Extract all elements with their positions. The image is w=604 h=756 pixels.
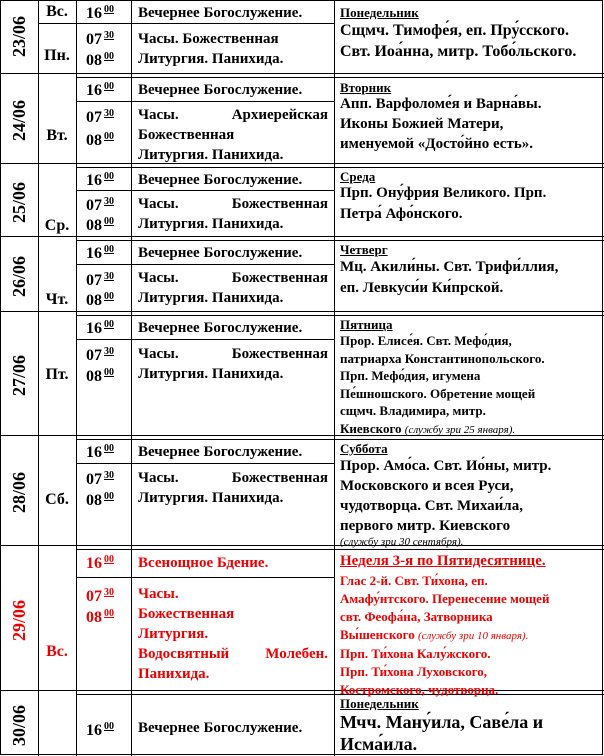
service-time: 07 $^{30}$ [86,196,114,214]
service-time: 16 $^{00}$ [86,171,114,189]
date-cell: 25/06 [8,181,29,223]
date-cell: 28/06 [8,471,29,514]
saints-list: Прп. Ону́фрия Великого. Прп. Петра́ Афо́нского. [340,185,547,222]
service-time: 07 $^{30}$ [86,346,114,364]
saints-list: Мчч. Ману́ила, Саве́ла и Исма́ила. [340,712,544,754]
weekday-abbr: Ср. [44,217,70,234]
service-time: 08 $^{00}$ [86,291,114,309]
service-time: 08 $^{00}$ [86,51,114,69]
service-name: Вечернее Богослужение. [138,245,303,261]
date-cell: 23/06 [8,15,29,58]
service-time: 08 $^{00}$ [86,491,114,509]
weekday-abbr: Пт. [45,366,69,383]
service-note: (службу зри 25 января). [404,423,516,436]
service-time: 16 $^{00}$ [86,4,114,22]
weekday-heading: Неделя 3-я по Пятидесятнице. [340,553,546,569]
saints-list: Сщмч. Тимофе́я, еп. Пру́сского. Свт. Иоа́нна, митр. Тобо́льского. [340,22,577,60]
service-time: 07 $^{30}$ [86,470,114,488]
service-name: Вечернее Богослужение. [138,172,303,188]
service-time: 07 $^{30}$ [86,271,114,289]
service-name: Всенощное Бдение. [138,555,269,571]
saints-list: Прор. Амо́са. Свт. Ио́ны, митр. Московского и всея Руси, чудотворца. Свт. Михаи́ла, первого митр. Киевского (службу зри 30 сентября). [340,456,598,548]
service-time: 07 $^{30}$ [86,587,114,605]
service-name: Часы. Божественная Литургия. Панихида. [138,470,328,506]
date-cell: 30/06 [8,704,29,747]
service-name: Часы. Божественная Литургия. Панихида. [138,196,328,232]
weekday-abbr: Чт. [45,291,69,308]
service-time: 16 $^{00}$ [86,443,114,461]
weekday-heading: Четверг [340,242,388,257]
date-cell: 26/06 [8,255,29,297]
weekday-abbr: Вс. [46,643,68,660]
weekday-heading: Понедельник [340,5,419,20]
weekday-heading: Суббота [340,441,388,456]
service-time: 16 $^{00}$ [86,721,114,739]
date-cell: 24/06 [8,99,29,142]
service-name: Часы. Божественная Литургия. Панихида. [138,346,328,382]
date-cell: 29/06 [8,599,29,641]
saints-list: Прор. Елисе́я. Свт. Мефо́дия, патриарха Константинопольского. Прп. Мефо́дия, игумена Пе́шношского. Обретение мощей сщмч. Владимира, митр. Киевского (службу зри 25 января). [340,333,545,436]
service-name: Вечернее Богослужение. [138,320,303,336]
service-note: (службу зри 30 сентября). [340,536,464,548]
saints-list: Глас 2-й. Свт. Ти́хона, еп. Амафу́нтского. Перенесение мощей свт. Феофа́на, Затворника Вы́шенского (службу зри 10 января). Прп. Ти́хона Калу́жского. Прп. Ти́хона Луховского, Костромского, чудотворца. [340,573,550,697]
weekday-abbr: Сб. [45,491,69,508]
service-name: Часы. Божественная Литургия. Панихида. [138,270,328,306]
service-name: Часы. Архиерейская Божественная Литургия. Панихида. [138,107,328,163]
service-time: 08 $^{00}$ [86,216,114,234]
saints-list: Апп. Варфоломе́я и Варна́вы. Иконы Божией Матери, именуемой «Досто́йно есть». [340,96,542,152]
service-name: Вечернее Богослужение. [138,5,303,21]
service-name: Часы. Божественная Литургия. Панихида. [138,31,284,67]
service-name: Вечернее Богослужение. [138,444,303,460]
weekday-heading: Понедельник [340,696,419,711]
service-name: Часы. Божественная Литургия. Водосвятный Молебен. Панихида. [138,586,328,682]
weekday-abbr: Вс. [46,3,68,20]
service-time: 16 $^{00}$ [86,244,114,262]
weekday-heading: Пятница [340,317,393,332]
service-time: 08 $^{00}$ [86,608,114,626]
service-name: Вечернее Богослужение. [138,82,303,98]
weekday-heading: Среда [340,169,376,184]
service-time: 08 $^{00}$ [86,131,114,149]
weekday-abbr: Вт. [46,127,68,144]
service-time: 07 $^{30}$ [86,30,114,48]
service-time: 16 $^{00}$ [86,319,114,337]
service-time: 08 $^{00}$ [86,367,114,385]
service-time: 16 $^{00}$ [86,554,114,572]
service-time: 07 $^{30}$ [86,108,114,126]
saints-list: Мц. Акили́ны. Свт. Трифи́ллия, еп. Левкуси́и Ки́прской. [340,259,559,296]
date-cell: 27/06 [8,354,29,397]
service-note: (службу зри 10 января). [417,630,529,642]
service-name: Вечернее Богослужение. [138,720,303,736]
weekday-abbr: Пн. [44,47,70,64]
service-time: 16 $^{00}$ [86,81,114,99]
weekday-heading: Вторник [340,80,392,95]
